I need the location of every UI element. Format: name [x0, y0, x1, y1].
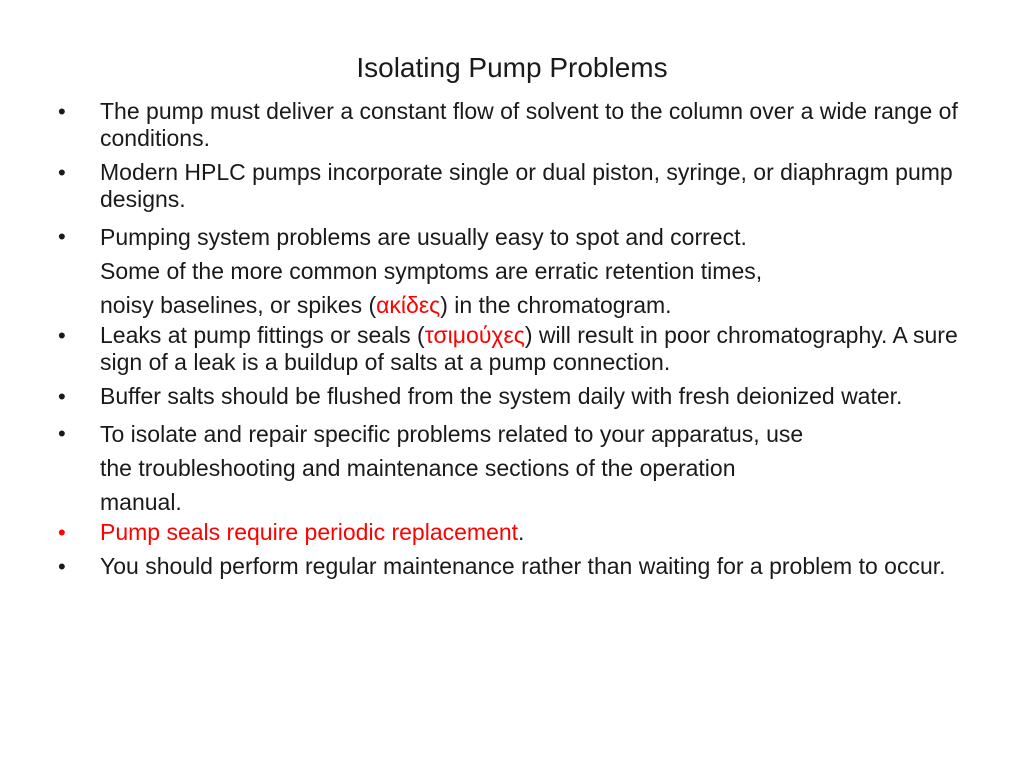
greek-term-spikes: ακίδες: [376, 292, 441, 318]
bullet-line: manual.: [100, 489, 182, 515]
bullet-marker: •: [58, 224, 66, 249]
slide-title: Isolating Pump Problems: [356, 52, 668, 83]
bullet-item: [58, 98, 958, 152]
bullet-item: [58, 220, 958, 322]
bullet-marker: •: [58, 520, 66, 545]
bullet-marker: •: [58, 323, 66, 348]
bullet-marker: •: [58, 384, 66, 409]
bullet-item: [58, 519, 958, 546]
bullet-list: [58, 98, 958, 587]
bullet-marker: •: [58, 554, 66, 579]
highlighted-text: Pump seals require periodic replacement: [100, 519, 519, 545]
bullet-text: You should perform regular maintenance rather than waiting for a problem to occur.: [100, 553, 946, 579]
bullet-text: Modern HPLC pumps incorporate single or dual piston, syringe, or diaphragm pump designs.: [100, 159, 953, 212]
bullet-text: Buffer salts should be flushed from the system daily with fresh deionized water.: [100, 383, 903, 409]
bullet-line: the troubleshooting and maintenance sections of the operation: [100, 455, 736, 481]
bullet-line: Pumping system problems are usually easy to spot and correct.: [100, 224, 747, 250]
bullet-text: ) will result in poor chromatography. A sure sign of a leak is a buildup of salts at a pump connection.: [100, 322, 958, 375]
bullet-text: .: [518, 519, 525, 545]
bullet-item: [58, 553, 958, 580]
bullet-item: [58, 417, 958, 519]
bullet-text: ) in the chromatogram.: [440, 292, 672, 318]
bullet-line: Some of the more common symptoms are erratic retention times,: [100, 258, 763, 284]
bullet-line: [100, 288, 958, 322]
bullet-marker: •: [58, 421, 66, 446]
bullet-item: [58, 159, 958, 213]
bullet-line: To isolate and repair specific problems related to your apparatus, use: [100, 421, 804, 447]
bullet-text: noisy baselines, or spikes (: [100, 292, 377, 318]
greek-term-seals: τσιμούχες: [424, 322, 525, 348]
bullet-text: The pump must deliver a constant flow of solvent to the column over a wide range of conditions.: [100, 98, 958, 151]
bullet-item: [58, 322, 958, 376]
bullet-item: [58, 383, 958, 410]
bullet-marker: •: [58, 160, 66, 185]
bullet-marker: •: [58, 99, 66, 124]
bullet-text: Leaks at pump fittings or seals (: [100, 322, 425, 348]
